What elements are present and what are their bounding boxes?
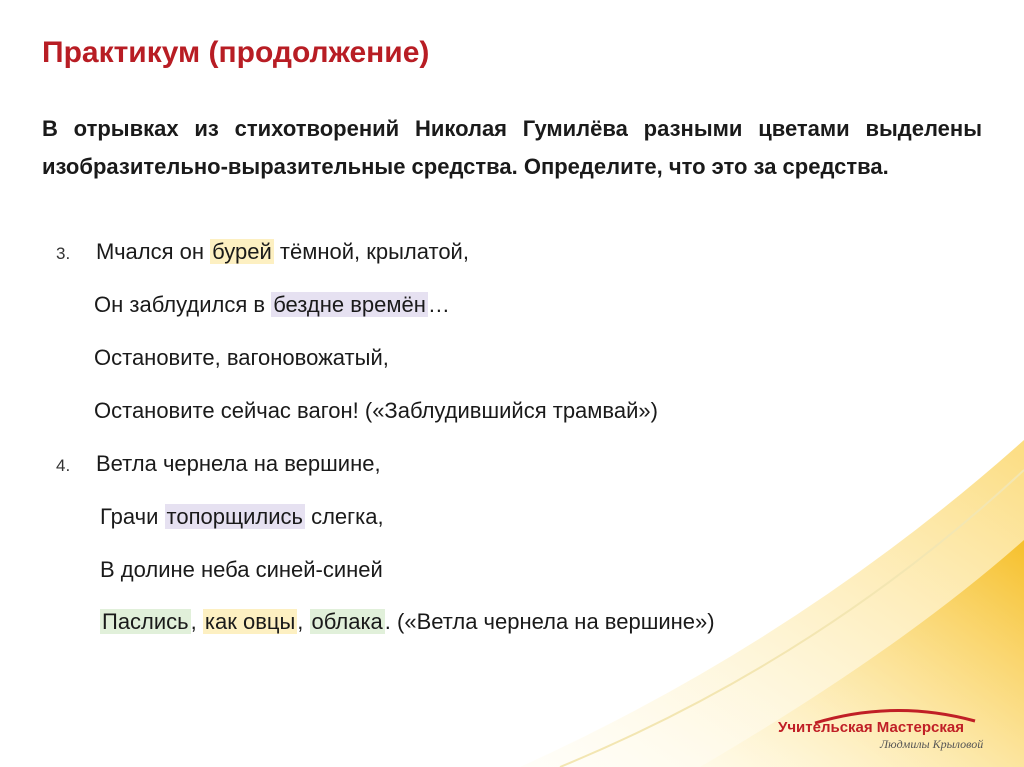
poem4-line1-text: Ветла чернела на вершине,: [96, 451, 381, 476]
highlight-green: облака: [311, 609, 383, 634]
poem4-line1: [56, 450, 381, 480]
highlight-green: Паслись: [102, 609, 189, 634]
separator: ,: [190, 609, 203, 634]
poem4-line2-text: Грачи: [100, 504, 165, 529]
poem3-line1: [56, 238, 469, 268]
poem3-line4: Остановите сейчас вагон! («Заблудившийся трамвай»): [94, 398, 658, 423]
logo-sub-text: Людмилы Крыловой: [880, 737, 984, 751]
poem4-line3: В долине неба синей-синей: [100, 557, 383, 582]
highlight-yellow: как овцы: [204, 609, 296, 634]
task-description: В отрывках из стихотворений Николая Гумилёва разными цветами выделены изобразительно-выразительные средства. Определите, что это за средства.: [42, 116, 982, 179]
highlight-purple: топорщились: [166, 504, 303, 529]
poem3-line1-text-end: тёмной, крылатой,: [273, 239, 469, 264]
poem4-line2-text-end: слегка,: [304, 504, 384, 529]
poem4-line4-text-end: . («Ветла чернела на вершине»): [384, 609, 715, 634]
slide-title: Практикум (продолжение): [42, 36, 430, 69]
poem3-line1-text: Мчался он: [96, 239, 211, 264]
poem3-line2: [94, 291, 450, 319]
poem3-number: 3.: [56, 244, 71, 263]
highlight-yellow: бурей: [212, 239, 272, 264]
logo-main-text: Учительская Мастерская: [778, 719, 964, 736]
poem4-line2: [100, 503, 384, 531]
poem4-line4: [100, 608, 715, 636]
poem3-line2-text: Он заблудился в: [94, 292, 272, 317]
poem3-line2-text-end: …: [427, 292, 450, 317]
logo: [770, 705, 1000, 755]
separator: ,: [297, 609, 310, 634]
highlight-purple: бездне времён: [273, 292, 426, 317]
poem3-line3: Остановите, вагоновожатый,: [94, 345, 389, 370]
poem4-number: 4.: [56, 456, 71, 475]
